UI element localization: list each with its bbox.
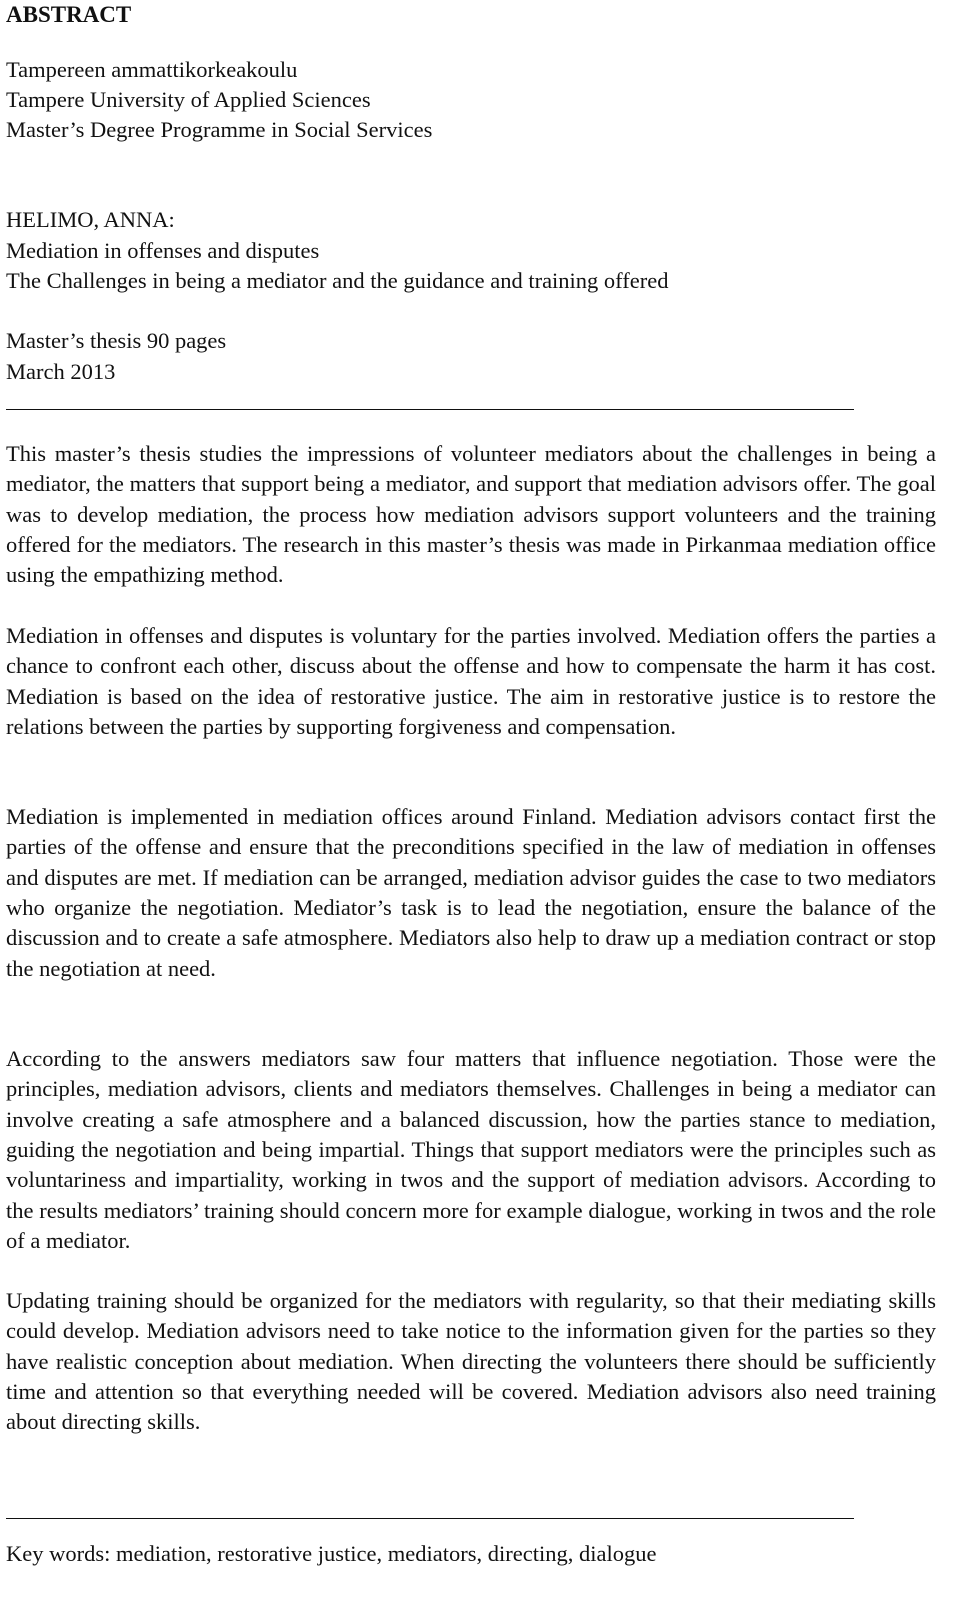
keywords: Key words: mediation, restorative justice, mediators, directing, dialogue <box>6 1541 657 1566</box>
thesis-subtitle: The Challenges in being a mediator and the guidance and training offered <box>6 268 669 293</box>
institution-english-name: Tampere University of Applied Sciences <box>6 87 371 112</box>
top-divider <box>6 409 854 410</box>
abstract-paragraph-2: Mediation in offenses and disputes is voluntary for the parties involved. Mediation offers the parties a chance to confront each other, discuss about the offense and how to compensate the harm it has cost. Mediation is based on the idea of restorative justice. The aim in restorative justice is to restore the relations between the parties by supporting forgiveness and compensation. <box>6 623 936 740</box>
abstract-paragraph-5: Updating training should be organized for the mediators with regularity, so that their mediating skills could develop. Mediation advisors need to take notice to the information given for the parties so they have realistic conception about mediation. When directing the volunteers there should be sufficiently time and attention so that everything needed will be covered. Mediation advisors also need training about directing skills. <box>6 1288 936 1435</box>
institution-finnish-name: Tampereen ammattikorkeakoulu <box>6 57 298 82</box>
abstract-paragraph-4: According to the answers mediators saw four matters that influence negotiation. Those were the principles, mediation advisors, clients and mediators themselves. Challenges in being a mediator can involve creating a safe atmosphere and a balanced discussion, how the parties stance to mediation, guiding the negotiation and being impartial. Things that support mediators were the principles such as voluntariness and impartiality, working in twos and the support of mediation advisors. According to the results mediators’ training should concern more for example dialogue, working in twos and the role of a mediator. <box>6 1046 936 1254</box>
abstract-heading: ABSTRACT <box>6 2 132 27</box>
bottom-divider <box>6 1518 854 1519</box>
thesis-date: March 2013 <box>6 359 116 384</box>
thesis-type-pages: Master’s thesis 90 pages <box>6 328 227 353</box>
thesis-author: HELIMO, ANNA: <box>6 207 175 232</box>
abstract-paragraph-3: Mediation is implemented in mediation offices around Finland. Mediation advisors contact first the parties of the offense and ensure that the preconditions specified in the law of mediation in offenses and disputes are met. If mediation can be arranged, mediation advisor guides the case to two mediators who organize the negotiation. Mediator’s task is to lead the negotiation, ensure the balance of the discussion and to create a safe atmosphere. Mediators also help to draw up a mediation contract or stop the negotiation at need. <box>6 804 936 981</box>
degree-programme: Master’s Degree Programme in Social Services <box>6 117 433 142</box>
thesis-title: Mediation in offenses and disputes <box>6 238 320 263</box>
abstract-paragraph-1: This master’s thesis studies the impressions of volunteer mediators about the challenges in being a mediator, the matters that support being a mediator, and support that mediation advisors offer. The goal was to develop mediation, the process how mediation advisors support volunteers and the training offered for the mediators. The research in this master’s thesis was made in Pirkanmaa mediation office using the empathizing method. <box>6 441 936 588</box>
